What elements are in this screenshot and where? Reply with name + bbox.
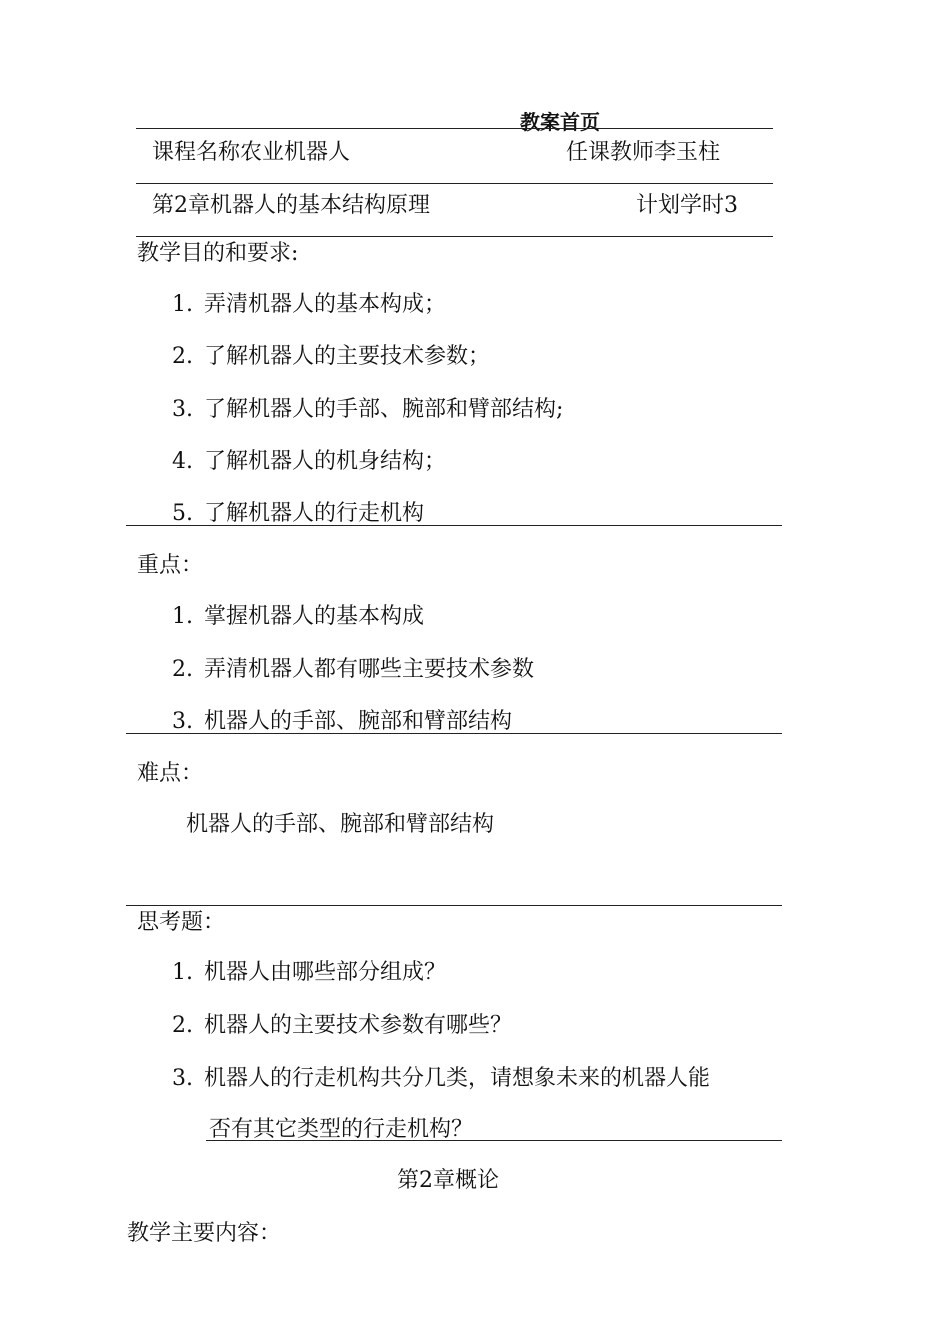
list-item: 1. 弄清机器人的基本构成；: [172, 292, 447, 317]
divider: [136, 128, 773, 129]
list-item: 3. 机器人的行走机构共分几类，请想象未来的机器人能: [172, 1066, 711, 1091]
chapter-title: 第2章机器人的基本结构原理: [152, 193, 430, 218]
list-item: 5. 了解机器人的行走机构: [172, 501, 425, 526]
divider: [126, 525, 782, 526]
divider: [136, 183, 773, 184]
divider: [206, 1140, 782, 1141]
list-item-continuation: 否有其它类型的行走机构？: [209, 1117, 474, 1142]
objectives-heading: 教学目的和要求:: [137, 241, 299, 266]
difficulties-heading: 难点：: [137, 761, 204, 786]
list-item: 2. 了解机器人的主要技术参数；: [172, 344, 491, 369]
divider: [126, 905, 782, 906]
chapter-heading: 第2章概论: [397, 1168, 499, 1193]
course-name: 课程名称农业机器人: [152, 140, 351, 165]
list-item: 2. 弄清机器人都有哪些主要技术参数: [172, 657, 535, 682]
list-item: 4. 了解机器人的机身结构；: [172, 449, 447, 474]
list-item: 3. 了解机器人的手部、腕部和臂部结构;: [172, 397, 564, 422]
list-item: 3. 机器人的手部、腕部和臂部结构: [172, 709, 513, 734]
questions-heading: 思考题：: [137, 910, 226, 935]
content-heading: 教学主要内容：: [127, 1221, 282, 1246]
list-item: 1. 掌握机器人的基本构成: [172, 604, 425, 629]
difficulties-text: 机器人的手部、腕部和臂部结构: [186, 812, 495, 837]
teacher-name: 任课教师李玉柱: [566, 140, 721, 165]
list-item: 1. 机器人由哪些部分组成？: [172, 960, 447, 985]
key-points-heading: 重点：: [137, 553, 204, 578]
list-item: 2. 机器人的主要技术参数有哪些？: [172, 1013, 513, 1038]
divider: [126, 733, 782, 734]
planned-hours: 计划学时3: [636, 193, 738, 218]
divider: [136, 236, 773, 237]
page-title: 教案首页: [520, 110, 600, 134]
